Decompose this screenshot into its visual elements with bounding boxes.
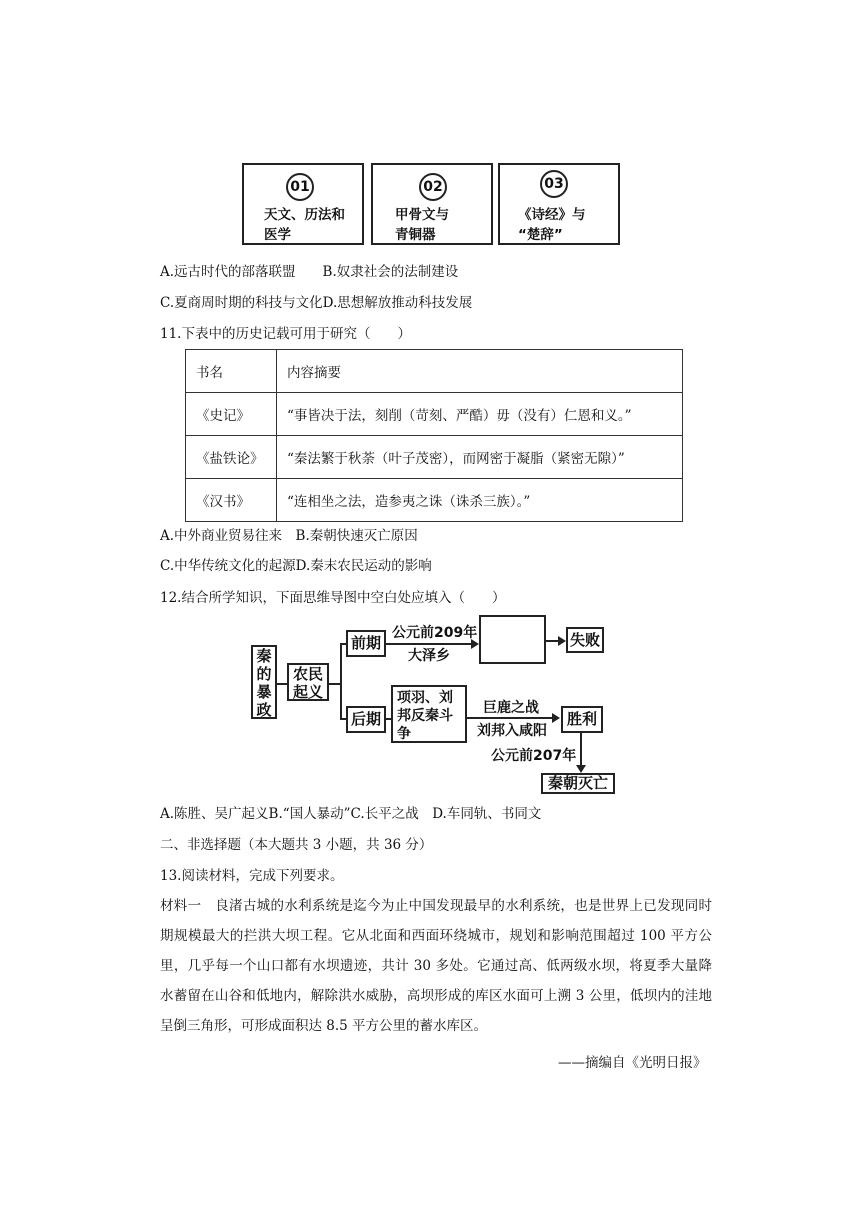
map-node-fail: [566, 627, 604, 653]
topic-line: 医学: [264, 227, 291, 243]
table-cell: “连相坐之法，造参夷之诛（诛杀三族）。”: [277, 479, 683, 522]
topic-line: 天文、历法和: [264, 207, 345, 223]
topic-text-1: [264, 205, 345, 245]
topic-text-2: [395, 205, 449, 245]
table-row: [186, 436, 683, 479]
q12-options: A.陈胜、吴广起义B.“国人暴动”C.长平之战 D.车同轨、书同文: [160, 806, 542, 822]
map-node-text: 项羽、刘邦反秦斗争: [397, 690, 453, 742]
table-row: [186, 393, 683, 436]
map-node-text: 秦朝灭亡: [547, 774, 608, 792]
map-label: 巨鹿之战: [483, 700, 539, 716]
q13-stem: 13.阅读材料，完成下列要求。: [160, 868, 344, 884]
topic-line: 青铜器: [395, 227, 436, 243]
topic-number-2: 02: [419, 173, 447, 201]
table-cell: “事皆决于法，刻削（苛刻、严酷）毋（没有）仁恩和义。”: [277, 393, 683, 436]
table-cell: 《史记》: [186, 393, 277, 436]
table-header-cell: 书名: [186, 350, 277, 393]
table-row: [186, 479, 683, 522]
map-label: 公元前209年: [392, 625, 478, 641]
topic-box-3: [498, 163, 620, 245]
map-label: 公元前207年: [491, 748, 577, 764]
map-node-uprising: [287, 663, 329, 701]
topic-text-3: [518, 205, 586, 245]
table-cell: 《汉书》: [186, 479, 277, 522]
arrow-right-icon: [558, 636, 566, 646]
topic-number-1: 01: [286, 173, 314, 201]
topic-line: 甲骨文与: [395, 207, 449, 223]
history-records-table: [185, 349, 683, 522]
map-node-text: 后期: [350, 710, 381, 728]
map-label: 大泽乡: [408, 648, 450, 664]
q10-options-cd: C.夏商周时期的科技与文化D.思想解放推动科技发展: [160, 295, 473, 311]
connector: [580, 733, 582, 766]
arrow-right-icon: [552, 713, 560, 723]
q11-stem: 11.下表中的历史记载可用于研究（ ）: [160, 326, 411, 342]
connector: [467, 717, 553, 719]
map-node-early: [346, 630, 386, 657]
map-node-text: 农民起义: [292, 665, 323, 701]
topic-number-3: 03: [540, 170, 568, 198]
map-node-end: [541, 773, 615, 794]
map-node-win: [561, 706, 603, 733]
connector: [277, 683, 287, 685]
q11-options-ab: A.中外商业贸易往来 B.秦朝快速灭亡原因: [160, 528, 418, 544]
topic-box-2: [371, 163, 493, 245]
topic-line: 《诗经》与: [518, 207, 586, 223]
section-heading: 二、非选择题（本大题共 3 小题，共 36 分）: [160, 837, 433, 853]
table-cell: 《盐铁论》: [186, 436, 277, 479]
connector: [340, 643, 342, 720]
topic-box-1: [242, 163, 364, 245]
q11-options-cd: C.中华传统文化的起源D.秦末农民运动的影响: [160, 558, 432, 574]
map-node-text: 前期: [350, 634, 381, 652]
table-header-row: [186, 350, 683, 393]
map-blank-box: [479, 615, 546, 664]
map-node-late-struggle: [391, 685, 467, 743]
map-node-text: 秦的暴政: [256, 647, 272, 719]
topic-line: “楚辞”: [518, 227, 563, 243]
map-node-text: 失败: [569, 631, 600, 649]
map-node-text: 胜利: [566, 710, 597, 728]
arrow-down-icon: [576, 765, 586, 773]
q12-stem: 12.结合所学知识，下面思维导图中空白处应填入（ ）: [160, 590, 506, 606]
table-header-cell: 内容摘要: [277, 350, 683, 393]
material-paragraph: 材料一 良渚古城的水利系统是迄今为止中国发现最早的水利系统，也是世界上已发现同时期规模最大的拦洪大坝工程。它从北面和西面环绕城市，规划和影响范围超过 100 平方公里，几乎每一个山口都有水坝遗迹，共计 30 多处。它通过高、低两级水坝，将夏季大量降水蓄留在山谷和低地内，解除洪水威胁，高坝形成的库区水面可上溯 3 公里，低坝内的洼地呈倒三角形，可形成面积达 8.5 平方公里的蓄水库区。: [160, 898, 712, 1034]
map-label: 刘邦入咸阳: [477, 723, 547, 739]
table-cell: “秦法繁于秋荼（叶子茂密），而网密于凝脂（紧密无隙）”: [277, 436, 683, 479]
q10-options-ab: A.远古时代的部落联盟 B.奴隶社会的法制建设: [160, 264, 459, 280]
map-node-root: [251, 645, 277, 719]
material-source: ——摘编自《光明日报》: [558, 1055, 707, 1071]
map-node-late: [346, 706, 386, 733]
